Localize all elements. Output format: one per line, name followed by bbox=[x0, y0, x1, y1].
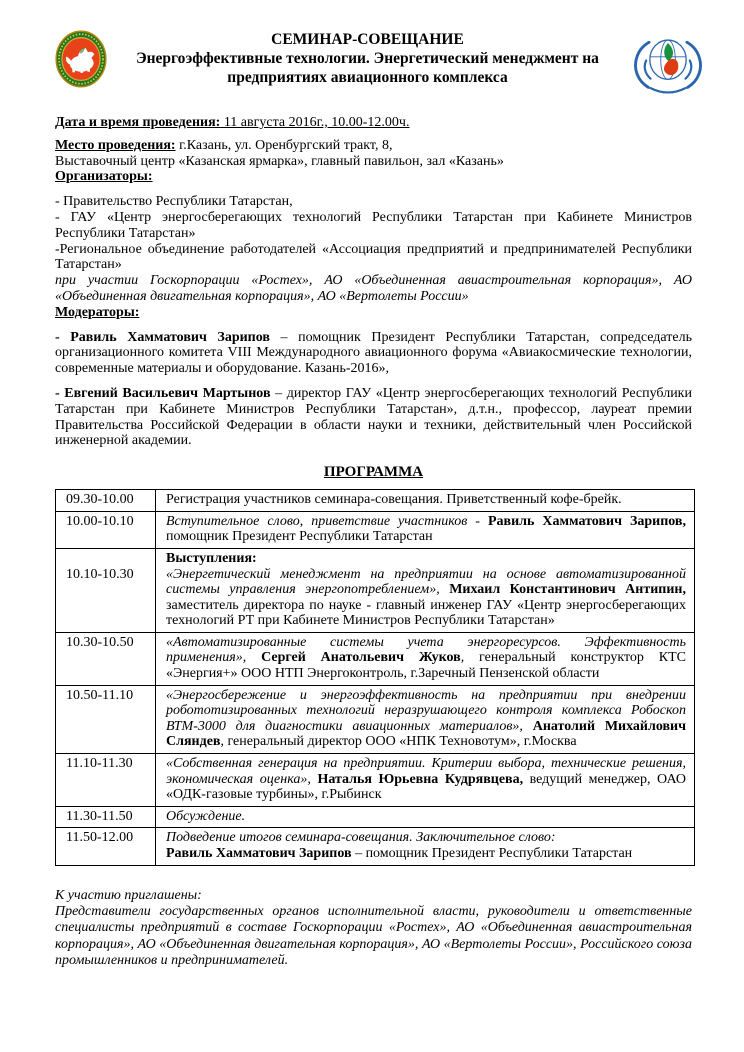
organizers-list bbox=[55, 194, 692, 320]
program-description bbox=[156, 548, 695, 632]
program-row bbox=[56, 632, 695, 685]
program-description bbox=[156, 828, 695, 865]
document-title: СЕМИНАР-СОВЕЩАНИЕ bbox=[271, 31, 464, 48]
program-description-paragraph: «Собственная генерация на предприятии. Критерии выбора, технические решения, экономическая оценка», Наталья Юрьевна Кудрявцева, ведущий менеджер, ОАО «ОДК-газовые турбины», г.Рыбинск bbox=[166, 756, 686, 803]
program-description-paragraph: Подведение итогов семинара-совещания. Заключительное слово: bbox=[166, 830, 556, 846]
program-description bbox=[156, 490, 695, 512]
moderator-description: – помощник Президент Республики Татарстан, сопредседатель организационного комитета VIII Международного авиационного форума «Авиакосмические технологии, современные материалы и оборудование. Казань-2016», bbox=[55, 329, 692, 377]
program-row bbox=[56, 548, 695, 632]
program-description bbox=[156, 685, 695, 753]
energy-center-logo-icon bbox=[628, 32, 708, 99]
document-header bbox=[55, 26, 692, 99]
program-row bbox=[56, 511, 695, 548]
program-time: 10.00-10.10 bbox=[56, 511, 156, 548]
moderator-description: – директор ГАУ «Центр энергосберегающих технологий Республики Татарстан при Кабинете Министров Республики Татарстан», д.т.н., профессор, лауреат премии Правительства Российской Федерации в области науки и техники, действительный член Российской инженерной академии. bbox=[55, 385, 692, 449]
program-time: 09.30-10.00 bbox=[56, 490, 156, 512]
program-row bbox=[56, 806, 695, 828]
program-description-paragraph: «Энергетический менеджмент на предприятии на основе автоматизированной системы управления энергопотреблением», Михаил Константинович Антипин, заместитель директора по науке - главный инженер ГАУ «Центр энергосберегающих технологий РТ при Кабинете Министров Республики Татарстан» bbox=[166, 566, 686, 629]
moderator-name: - Евгений Васильевич Мартынов bbox=[55, 385, 271, 401]
place-line bbox=[55, 138, 692, 154]
participation-note: при участии Госкорпорации «Ростех», АО «Объединенная авиастроительная корпорация», АО «Объединенная двигательная корпорация», АО «Вертолеты России» bbox=[55, 273, 692, 304]
program-time: 10.30-10.50 bbox=[56, 632, 156, 685]
tatarstan-coat-of-arms-icon bbox=[55, 30, 107, 93]
organizer-item: - Правительство Республики Татарстан, bbox=[55, 194, 293, 210]
program-time: 11.10-11.30 bbox=[56, 754, 156, 807]
program-description-paragraph: Равиль Хамматович Зарипов – помощник Президент Республики Татарстан bbox=[166, 846, 633, 862]
program-description-paragraph: Регистрация участников семинара-совещания. Приветственный кофе-брейк. bbox=[166, 492, 622, 508]
program-description-paragraph: Обсуждение. bbox=[166, 808, 246, 824]
program-time: 10.10-10.30 bbox=[56, 548, 156, 632]
program-description bbox=[156, 754, 695, 807]
program-description-paragraph: «Автоматизированные системы учета энергоресурсов. Эффективность применения», Сергей Анатольевич Жуков, генеральный конструктор КТС «Энергия+» ООО НТП Энергоконтроль, г.Заречный Пензенской области bbox=[166, 634, 686, 682]
date-label: Дата и время проведения: bbox=[55, 115, 221, 130]
place-line-2: Выставочный центр «Казанская ярмарка», главный павильон, зал «Казань» bbox=[55, 153, 504, 169]
program-table-body bbox=[56, 490, 695, 865]
program-time: 11.50-12.00 bbox=[56, 828, 156, 865]
organizer-item: -Региональное объединение работодателей «Ассоциация предприятий и предпринимателей Республики Татарстан» bbox=[55, 241, 692, 273]
program-description bbox=[156, 511, 695, 548]
date-line bbox=[55, 115, 692, 131]
place-value: г.Казань, ул. Оренбургский тракт, 8, bbox=[175, 137, 393, 153]
program-table bbox=[55, 489, 695, 865]
program-time: 10.50-11.10 bbox=[56, 685, 156, 753]
program-row bbox=[56, 828, 695, 865]
header-title-block bbox=[107, 26, 628, 87]
moderator-paragraph bbox=[55, 386, 692, 449]
document-subtitle: Энергоэффективные технологии. Энергетический менеджмент на предприятиях авиационного комплекса bbox=[136, 50, 599, 86]
place-label: Место проведения: bbox=[55, 137, 176, 153]
program-description-paragraph: «Энергосбережение и энергоэффективность на предприятии при внедрении робототизированных технологий неразрушающего контроля комплекса Робоскоп ВТМ-3000 для диагностики авиационных материалов», Анатолий Михайлович Сляндев, генеральный директор ООО «НПК Техновотум», г.Москва bbox=[166, 687, 687, 750]
program-description bbox=[156, 806, 695, 828]
invited-text: Представители государственных органов исполнительной власти, руководители и ответственные специалисты предприятий в составе Госкорпорации «Ростех», АО «Объединенная авиастроительная корпорация», АО «Объединенная двигательная корпорация», АО «Вертолеты России», Российского союза промышленников и предпринимателей. bbox=[55, 904, 692, 969]
moderator-name: - Равиль Хамматович Зарипов bbox=[55, 329, 270, 345]
organizers-label: Организаторы: bbox=[55, 169, 153, 185]
program-time: 11.30-11.50 bbox=[56, 806, 156, 828]
invited-label: К участию приглашены: bbox=[55, 887, 202, 903]
program-description bbox=[156, 632, 695, 685]
program-heading: ПРОГРАММА bbox=[323, 464, 424, 481]
program-row bbox=[56, 490, 695, 512]
date-value: 11 августа 2016г., 10.00-12.00ч. bbox=[220, 115, 410, 130]
program-row bbox=[56, 754, 695, 807]
moderator-paragraph bbox=[55, 330, 692, 377]
program-description-paragraph: Вступительное слово, приветствие участников - Равиль Хамматович Зарипов, помощник Президент Республики Татарстан bbox=[166, 513, 686, 545]
program-row bbox=[56, 685, 695, 753]
program-description-paragraph: Выступления: bbox=[166, 550, 257, 566]
organizer-item: - ГАУ «Центр энергосберегающих технологий Республики Татарстан при Кабинете Министров Республики Татарстан» bbox=[55, 209, 692, 241]
moderators-label: Модераторы: bbox=[55, 304, 140, 320]
invited-section bbox=[55, 888, 692, 970]
